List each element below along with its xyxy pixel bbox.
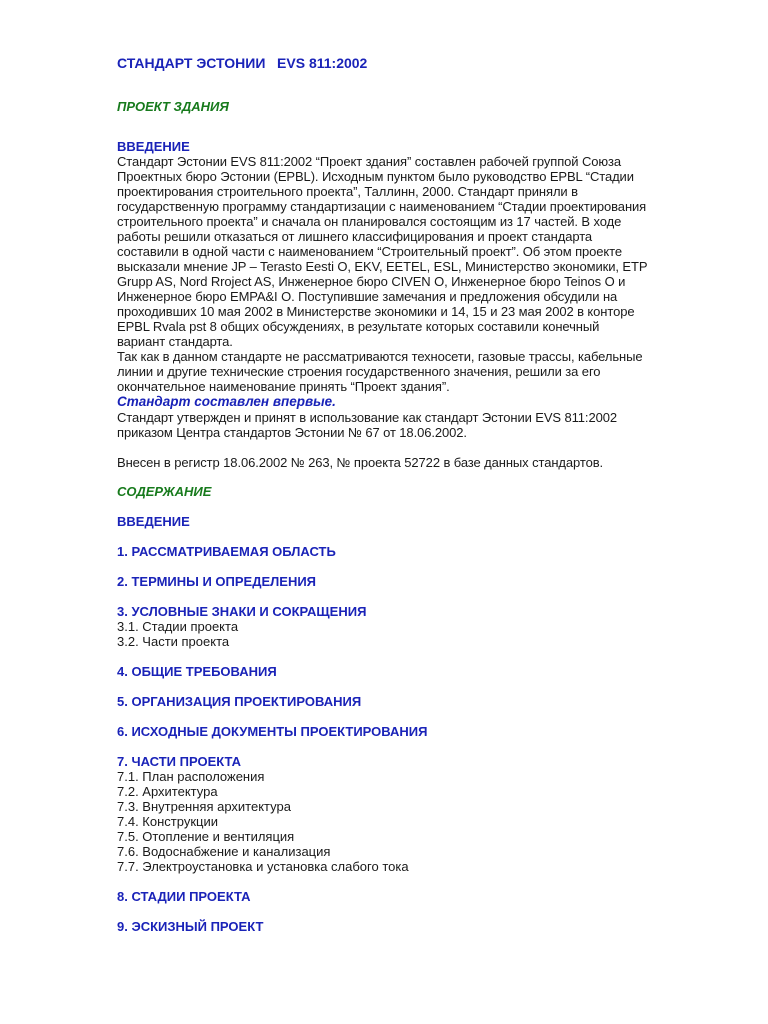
intro-line: вариант стандарта. bbox=[117, 334, 233, 349]
toc-section-link[interactable]: 8. СТАДИИ ПРОЕКТА bbox=[117, 889, 251, 904]
registry-line: Внесен в регистр 18.06.2002 № 263, № проекта 52722 в базе данных стандартов. bbox=[117, 455, 604, 470]
intro-line: государственную программу стандартизации с наименованием “Стадии проектирования bbox=[117, 199, 647, 214]
table-of-contents bbox=[117, 514, 717, 934]
intro-line: составили в одной части с наименованием “Строительный проект”. Об этом проекте bbox=[117, 244, 623, 259]
toc-section-link[interactable]: 2. ТЕРМИНЫ И ОПРЕДЕЛЕНИЯ bbox=[117, 574, 317, 589]
intro-line: проектирования строительного проекта”, Таллинн, 2000. Стандарт приняли в bbox=[117, 184, 578, 199]
toc-subitem[interactable]: 7.4. Конструкции bbox=[117, 814, 218, 829]
intro-line: Проектных бюро Эстонии (EPBL). Исходным пунктом было руководство EPBL “Стадии bbox=[117, 169, 634, 184]
toc-section-link[interactable]: 9. ЭСКИЗНЫЙ ПРОЕКТ bbox=[117, 919, 264, 934]
intro-line: Так как в данном стандарте не рассматриваются техносети, газовые трассы, кабельные bbox=[117, 349, 643, 364]
toc-section-link[interactable]: 4. ОБЩИЕ ТРЕБОВАНИЯ bbox=[117, 664, 277, 679]
toc-subitem[interactable]: 7.6. Водоснабжение и канализация bbox=[117, 844, 331, 859]
intro-heading: ВВЕДЕНИЕ bbox=[117, 139, 190, 154]
toc-subitem[interactable]: 7.2. Архитектура bbox=[117, 784, 218, 799]
toc-subitem[interactable]: 7.5. Отопление и вентиляция bbox=[117, 829, 295, 844]
toc-subitem[interactable]: 7.1. План расположения bbox=[117, 769, 265, 784]
intro-paragraph bbox=[117, 154, 717, 394]
toc-subitem[interactable]: 3.2. Части проекта bbox=[117, 634, 230, 649]
first-time-note: Стандарт составлен впервые. bbox=[117, 394, 336, 409]
toc-subitem[interactable]: 3.1. Стадии проекта bbox=[117, 619, 239, 634]
intro-line: EPBL Rvala pst 8 общих обсуждениях, в результате которых составили конечный bbox=[117, 319, 600, 334]
document-page bbox=[117, 54, 717, 934]
toc-section-link[interactable]: 6. ИСХОДНЫЕ ДОКУМЕНТЫ ПРОЕКТИРОВАНИЯ bbox=[117, 724, 428, 739]
intro-line: окончательное наименование принять “Проект здания”. bbox=[117, 379, 450, 394]
intro-line: Grupp AS, Nord Rroject AS, Инженерное бюро CIVEN O, Инженерное бюро Teinos O и bbox=[117, 274, 626, 289]
intro-line: Инженерное бюро EMPA&I O. Поступившие замечания и предложения обсудили на bbox=[117, 289, 618, 304]
toc-section-link[interactable]: 7. ЧАСТИ ПРОЕКТА bbox=[117, 754, 242, 769]
toc-section-link[interactable]: 5. ОРГАНИЗАЦИЯ ПРОЕКТИРОВАНИЯ bbox=[117, 694, 362, 709]
toc-title: СОДЕРЖАНИЕ bbox=[117, 484, 212, 499]
approval-line: Стандарт утвержден и принят в использование как стандарт Эстонии EVS 811:2002 bbox=[117, 410, 617, 425]
intro-line: Стандарт Эстонии EVS 811:2002 “Проект здания” составлен рабочей группой Союза bbox=[117, 154, 622, 169]
intro-line: линии и другие технические строения государственного значения, решили за его bbox=[117, 364, 601, 379]
toc-section-link[interactable]: 3. УСЛОВНЫЕ ЗНАКИ И СОКРАЩЕНИЯ bbox=[117, 604, 367, 619]
document-subtitle: ПРОЕКТ ЗДАНИЯ bbox=[117, 99, 229, 114]
toc-subitem[interactable]: 7.3. Внутренняя архитектура bbox=[117, 799, 291, 814]
intro-line: строительного проекта” и сначала он планировался состоящим из 17 частей. В ходе bbox=[117, 214, 622, 229]
document-title: СТАНДАРТ ЭСТОНИИ EVS 811:2002 bbox=[117, 55, 368, 71]
approval-paragraph bbox=[117, 410, 717, 440]
intro-line: высказали мнение JP – Terasto Eesti O, EKV, EETEL, ESL, Министерство экономики, ETP bbox=[117, 259, 648, 274]
intro-line: проходивших 10 мая 2002 в Министерстве экономики и 14, 15 и 23 мая 2002 в конторе bbox=[117, 304, 635, 319]
toc-subitem[interactable]: 7.7. Электроустановка и установка слабого тока bbox=[117, 859, 409, 874]
intro-line: работы решили отказаться от лишнего классифицирования и проект стандарта bbox=[117, 229, 593, 244]
toc-section-link[interactable]: 1. РАССМАТРИВАЕМАЯ ОБЛАСТЬ bbox=[117, 544, 336, 559]
toc-section-link[interactable]: ВВЕДЕНИЕ bbox=[117, 514, 190, 529]
approval-line: приказом Центра стандартов Эстонии № 67 от 18.06.2002. bbox=[117, 425, 467, 440]
spacer bbox=[117, 440, 717, 455]
